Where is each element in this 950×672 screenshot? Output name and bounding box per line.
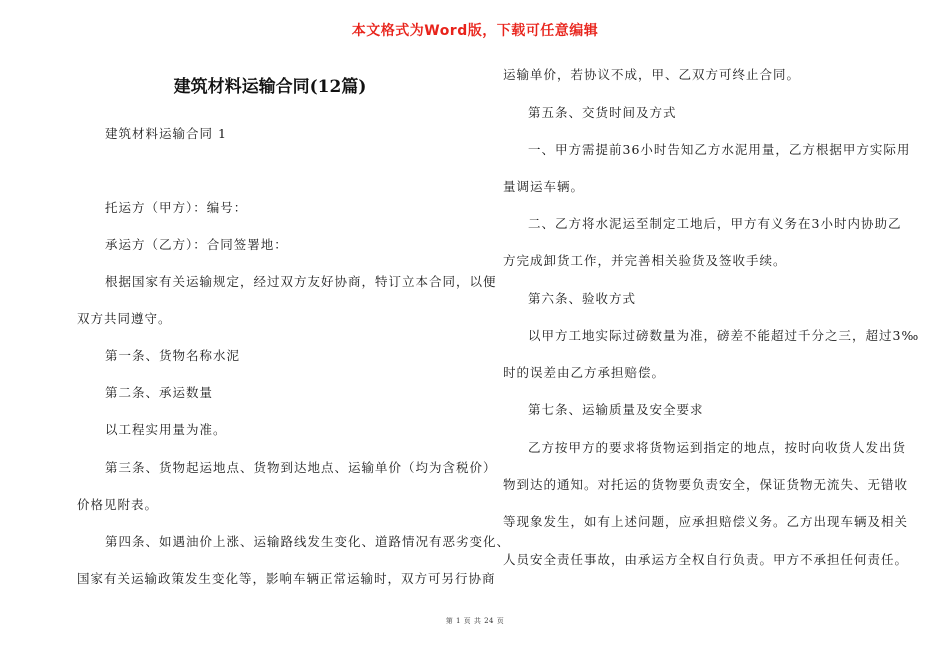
paragraph-line: 建筑材料运输合同 1	[105, 126, 227, 141]
paragraph-line: 托运方（甲方）：编号：	[105, 200, 248, 215]
paragraph-line: 二、乙方将水泥运至制定工地后，甲方有义务在3小时内协助乙	[528, 216, 902, 231]
paragraph-line: 根据国家有关运输规定，经过双方友好协商，特订立本合同，以便	[105, 274, 497, 289]
paragraph-line: 第一条、货物名称水泥	[105, 348, 241, 363]
paragraph-line: 乙方按甲方的要求将货物运到指定的地点，按时向收货人发出货	[528, 440, 907, 455]
paragraph-line: 第五条、交货时间及方式	[528, 105, 677, 120]
paragraph-line: 方完成卸货工作，并完善相关验货及签收手续。	[503, 253, 787, 268]
paragraph-line: 双方共同遵守。	[77, 311, 172, 326]
paragraph-line: 以工程实用量为准。	[105, 422, 227, 437]
paragraph-line: 人员安全责任事故，由承运方全权自行负责。甲方不承担任何责任。	[503, 552, 909, 567]
paragraph-line: 物到达的通知。对托运的货物要负责安全，保证货物无流失、无错收	[503, 477, 909, 492]
paragraph-line: 第六条、验收方式	[528, 291, 637, 306]
document-banner: 本文格式为Word版，下载可任意编辑	[351, 23, 599, 39]
document-title: 建筑材料运输合同(12篇)	[173, 77, 367, 97]
paragraph-line: 第二条、承运数量	[105, 385, 214, 400]
paragraph-line: 价格见附表。	[77, 497, 159, 512]
paragraph-line: 时的误差由乙方承担赔偿。	[503, 365, 666, 380]
paragraph-line: 以甲方工地实际过磅数量为准，磅差不能超过千分之三，超过3‰	[528, 328, 920, 343]
paragraph-line: 一、甲方需提前36小时告知乙方水泥用量，乙方根据甲方实际用	[528, 142, 911, 157]
paragraph-line: 国家有关运输政策发生变化等，影响车辆正常运输时，双方可另行协商	[77, 571, 496, 586]
paragraph-line: 运输单价，若协议不成，甲、乙双方可终止合同。	[503, 67, 801, 82]
paragraph-line: 第七条、运输质量及安全要求	[528, 402, 704, 417]
paragraph-line: 第三条、货物起运地点、货物到达地点、运输单价（均为含税价）	[105, 460, 497, 475]
page-number-footer: 第 1 页 共 24 页	[445, 617, 505, 625]
paragraph-line: 承运方（乙方）：合同签署地：	[105, 237, 288, 252]
paragraph-line: 第四条、如遇油价上涨、运输路线发生变化、道路情况有恶劣变化、	[105, 534, 511, 549]
paragraph-line: 等现象发生，如有上述问题，应承担赔偿义务。乙方出现车辆及相关	[503, 514, 909, 529]
paragraph-line: 量调运车辆。	[503, 179, 585, 194]
